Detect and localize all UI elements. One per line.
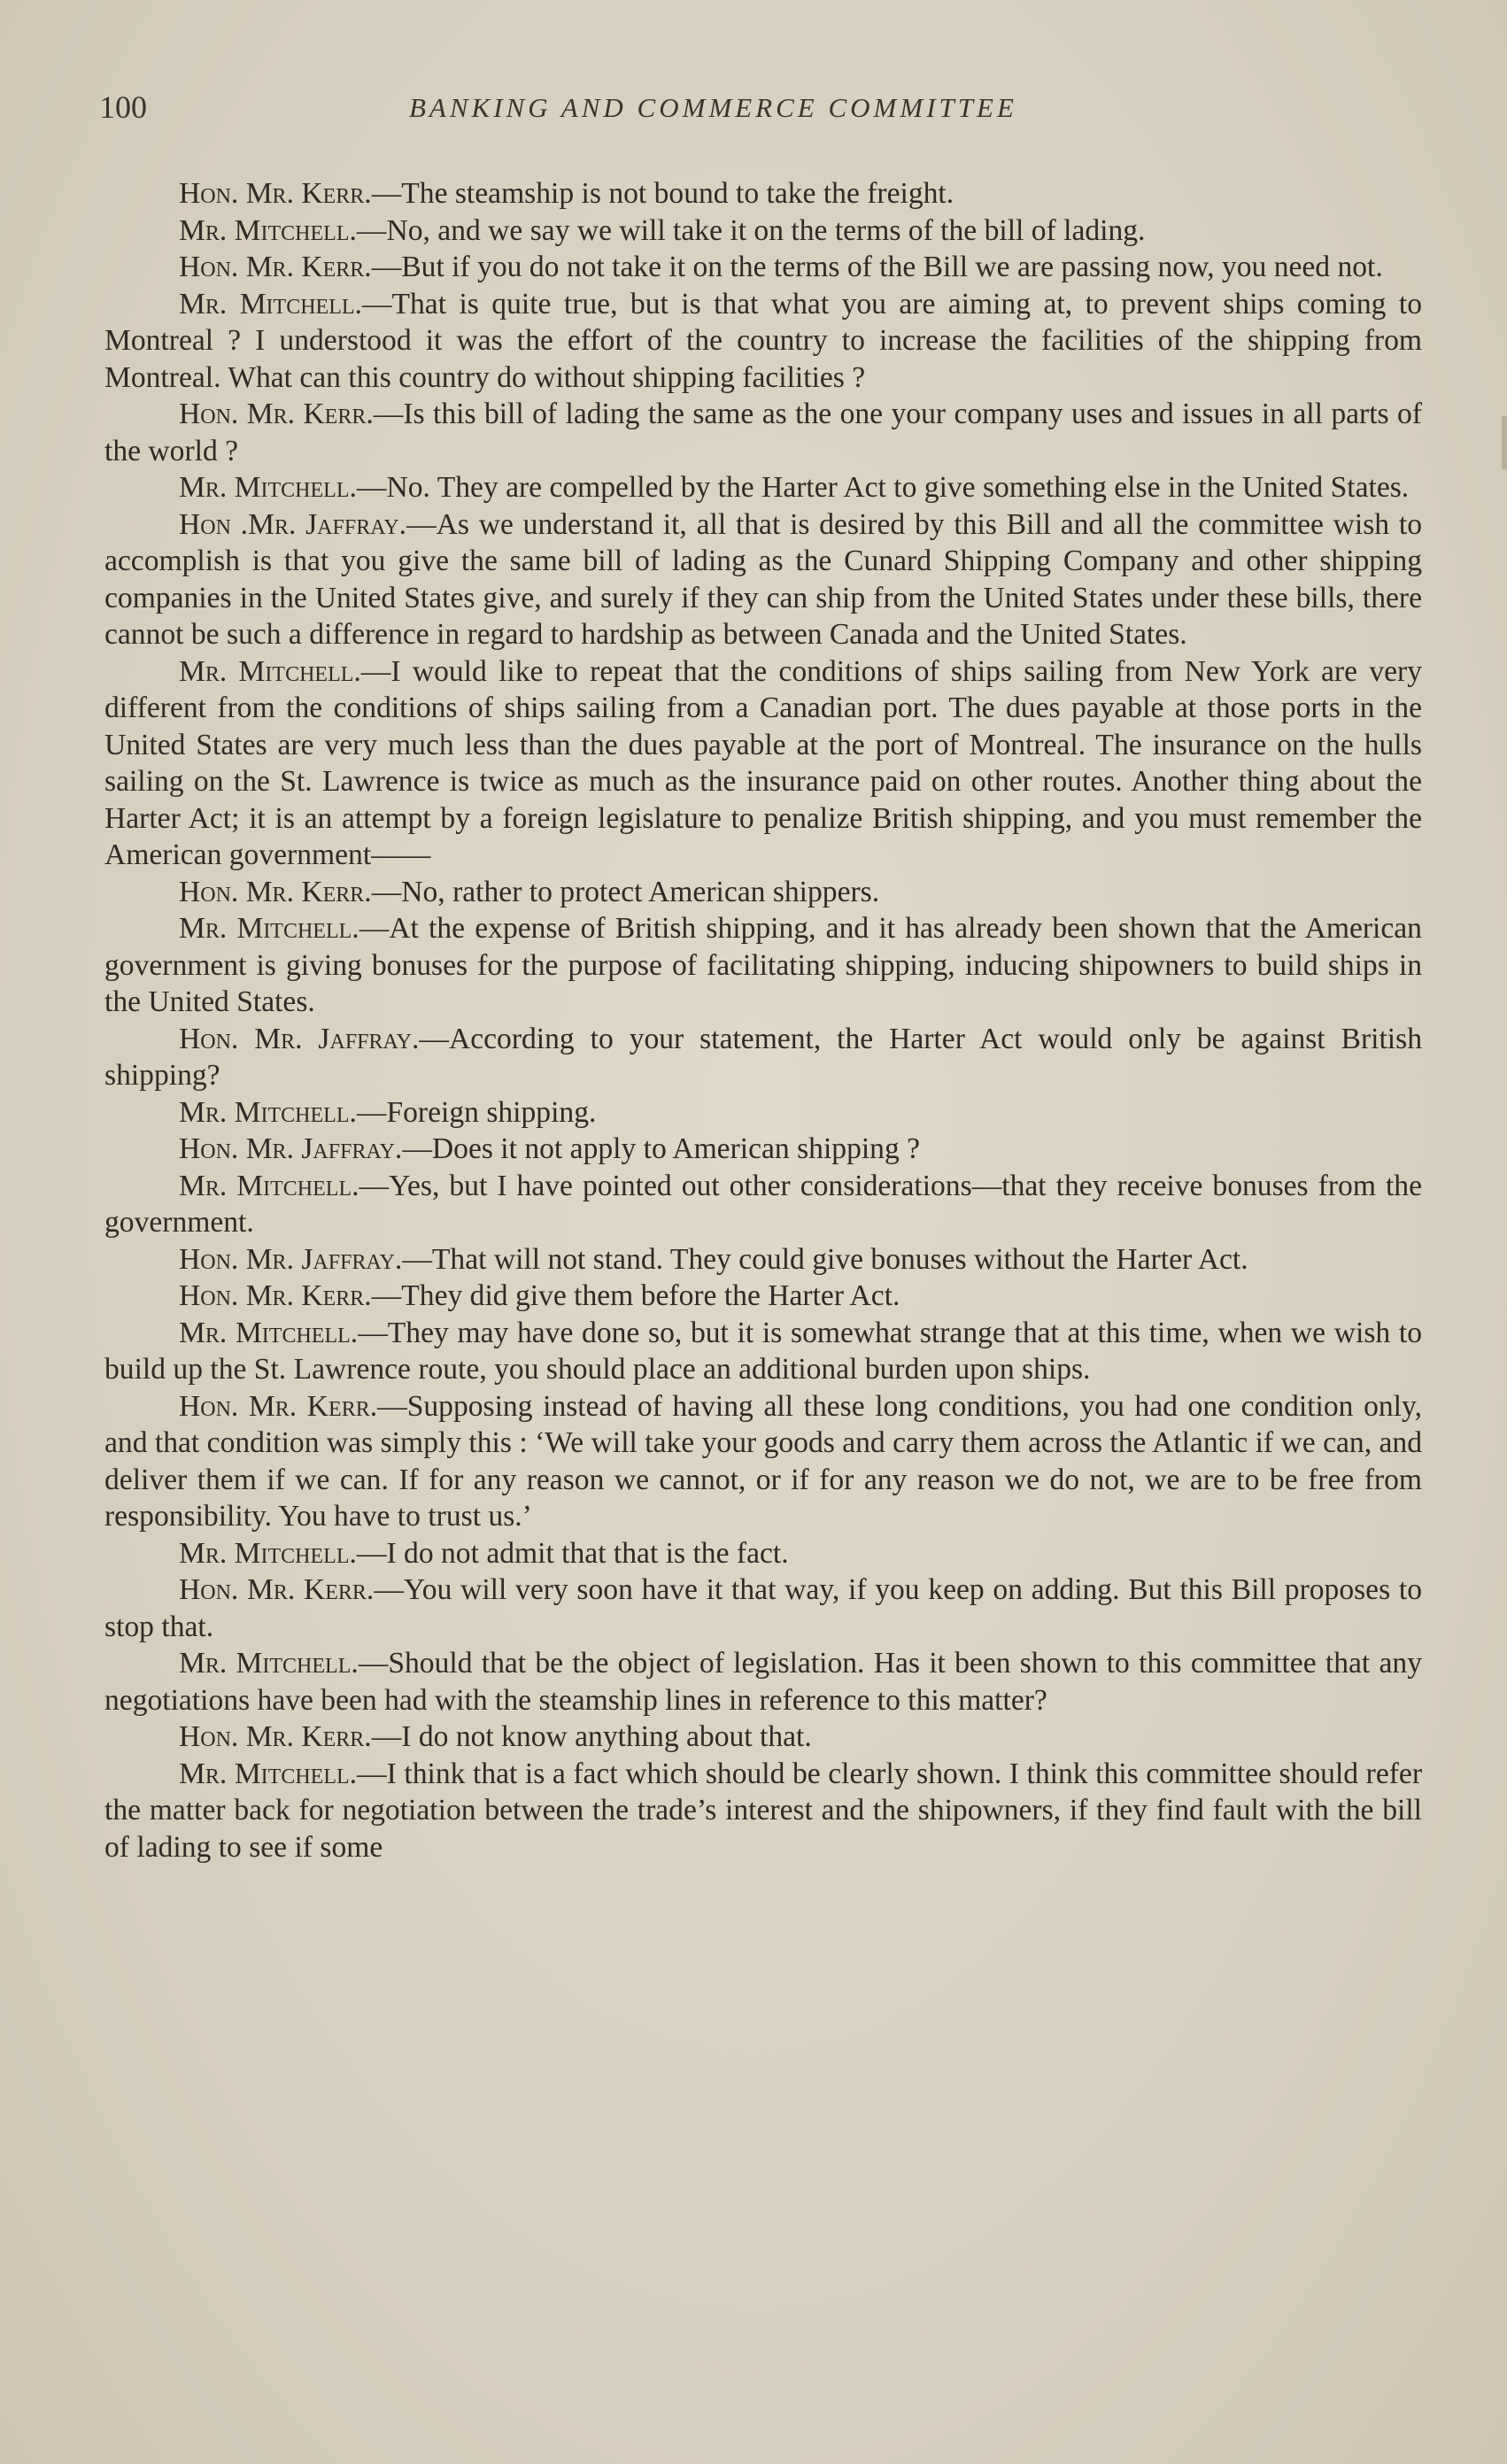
speech-text: —According to your statement, the Harter Act would only be against British shipping?: [104, 1022, 1422, 1092]
speech-text: —Should that be the object of legislation. Has it been shown to this committee that any negotiations have been had with the steamship lines in reference to this matter?: [104, 1647, 1422, 1717]
speech-text: —That is quite true, but is that what you are aiming at, to prevent ships coming to Montreal ? I understood it was the effort of the country to increase the facilities of the shipping from Montreal. What can this country do without shipping facilities ?: [104, 287, 1422, 394]
speaker-name: Mr. Mitchell.: [179, 1647, 359, 1680]
paragraph: [104, 874, 1422, 911]
paragraph: [104, 1278, 1422, 1315]
speech-text: —Supposing instead of having all these long conditions, you had one condition only, and that condition was simply this : ‘We will take your goods and carry them across the Atlantic if we can, and deliver them if we can. If for any reason we cannot, or if for any reason we do not, we are to be free from responsibility. You have to trust us.’: [104, 1389, 1422, 1533]
paragraph: [104, 653, 1422, 874]
paragraph: [104, 396, 1422, 469]
speaker-name: Hon. Mr. Kerr.: [179, 1389, 378, 1423]
speaker-name: Mr. Mitchell.: [179, 1316, 359, 1349]
page-number: 100: [99, 89, 147, 125]
speech-text: —They may have done so, but it is somewhat strange that at this time, when we wish to build up the St. Lawrence route, you should place an additional burden upon ships.: [104, 1316, 1422, 1386]
speech-text: —As we understand it, all that is desired by this Bill and all the committee wish to accomplish is that you give the same bill of lading as the Cunard Shipping Company and other shipping companies in the United States give, and surely if they can ship from the United States under these bills, there cannot be such a difference in regard to hardship as between Canada and the United States.: [104, 507, 1422, 651]
speech-text: —That will not stand. They could give bonuses without the Harter Act.: [402, 1242, 1248, 1276]
paragraph: [104, 1131, 1422, 1168]
speech-text: —I would like to repeat that the conditions of ships sailing from New York are very different from the conditions of ships sailing from a Canadian port. The dues payable at those ports in the United States are very much less than the dues payable at the port of Montreal. The insurance on the hulls sailing on the St. Lawrence is twice as much as the insurance paid on other routes. Another thing about the Harter Act; it is an attempt by a foreign legislature to penalize British shipping, and you must remember the American government——: [104, 654, 1422, 871]
speaker-name: Mr. Mitchell.: [179, 1757, 358, 1790]
speaker-name: Hon. Mr. Jaffray.: [179, 1022, 420, 1055]
speech-text: —But if you do not take it on the terms of the Bill we are passing now, you need not.: [371, 251, 1383, 283]
paragraph: [104, 1241, 1422, 1278]
speaker-name: Hon. Mr. Kerr.: [179, 177, 372, 210]
paragraph: [104, 910, 1422, 1021]
speech-text: —No, and we say we will take it on the terms of the bill of lading.: [356, 213, 1146, 247]
speech-text: —I think that is a fact which should be clearly shown. I think this committee should refer the matter back for negotiation between the trade’s interest and the shipowners, if they find fault with the bill of lading to see if some: [104, 1757, 1422, 1864]
speech-text: —Is this bill of lading the same as the one your company uses and issues in all parts of the world ?: [104, 398, 1422, 467]
speech-text: —No. They are compelled by the Harter Act to give something else in the United States.: [356, 471, 1410, 504]
speech-text: —Does it not apply to American shipping ?: [402, 1132, 921, 1165]
speech-text: —They did give them before the Harter Act.: [371, 1279, 900, 1312]
paragraph: [104, 1535, 1422, 1572]
speaker-name: Mr. Mitchell.: [179, 1169, 359, 1202]
speaker-name: Hon. Mr. Kerr.: [179, 1573, 375, 1606]
speech-text: —No, rather to protect American shippers.: [371, 875, 880, 908]
speech-text: —I do not admit that that is the fact.: [356, 1536, 789, 1570]
paragraph: [104, 1315, 1422, 1388]
paragraph: [104, 249, 1422, 286]
paragraph: [104, 1645, 1422, 1719]
paragraph: [104, 286, 1422, 397]
speech-text: —I do not know anything about that.: [371, 1720, 812, 1753]
speech-text: —Foreign shipping.: [356, 1095, 597, 1129]
speaker-name: Mr. Mitchell.: [179, 471, 357, 504]
speaker-name: Mr. Mitchell.: [179, 1536, 357, 1570]
page-edge-mark: [1502, 416, 1507, 469]
paragraph: [104, 1719, 1422, 1756]
running-title: BANKING AND COMMERCE COMMITTEE: [409, 92, 1017, 123]
page-header: [99, 89, 1410, 133]
paragraph: [104, 1021, 1422, 1094]
paragraph: [104, 1756, 1422, 1866]
speaker-name: Hon. Mr. Kerr.: [179, 251, 372, 283]
paragraph: [104, 1094, 1422, 1132]
speaker-name: Hon. Mr. Kerr.: [179, 1720, 372, 1753]
speaker-name: Hon .Mr. Jaffray.: [179, 507, 407, 541]
paragraph: [104, 506, 1422, 653]
speaker-name: Mr. Mitchell.: [179, 654, 361, 688]
speech-text: —At the expense of British shipping, and it has already been shown that the American government is giving bonuses for the purpose of facilitating shipping, inducing shipowners to build ships in the United States.: [104, 912, 1422, 1018]
transcript-body: [104, 175, 1422, 1865]
speaker-name: Hon. Mr. Kerr.: [179, 875, 372, 908]
speaker-name: Hon. Mr. Jaffray.: [179, 1242, 403, 1276]
paragraph: [104, 175, 1422, 212]
speech-text: —The steamship is not bound to take the freight.: [371, 177, 954, 210]
speaker-name: Mr. Mitchell.: [179, 1095, 357, 1129]
speech-text: —You will very soon have it that way, if you keep on adding. But this Bill proposes to stop that.: [104, 1573, 1422, 1643]
speech-text: —Yes, but I have pointed out other considerations—that they receive bonuses from the government.: [104, 1169, 1422, 1239]
paragraph: [104, 1572, 1422, 1645]
speaker-name: Mr. Mitchell.: [179, 287, 362, 321]
speaker-name: Hon. Mr. Kerr.: [179, 398, 374, 430]
speaker-name: Mr. Mitchell.: [179, 912, 359, 945]
paragraph: [104, 212, 1422, 250]
paragraph: [104, 1388, 1422, 1535]
paragraph: [104, 469, 1422, 506]
speaker-name: Hon. Mr. Kerr.: [179, 1279, 372, 1312]
speaker-name: Hon. Mr. Jaffray.: [179, 1132, 403, 1165]
speaker-name: Mr. Mitchell.: [179, 213, 357, 247]
paragraph: [104, 1168, 1422, 1241]
